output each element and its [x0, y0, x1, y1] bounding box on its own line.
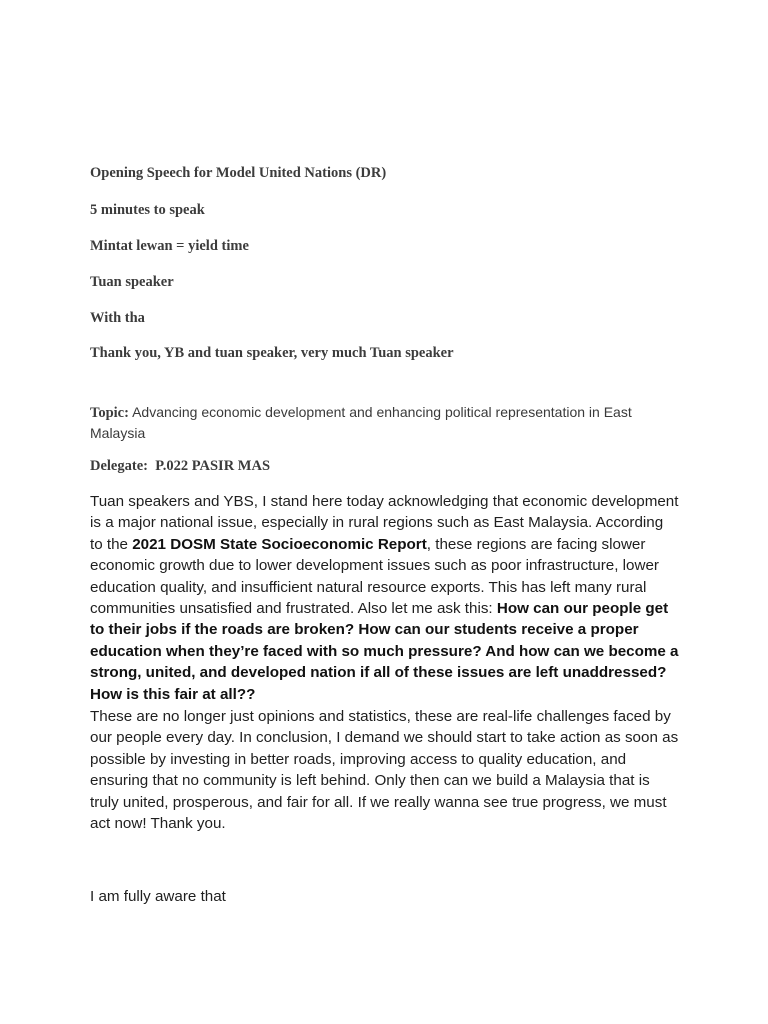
report-name: 2021 DOSM State Socioeconomic Report — [132, 535, 427, 553]
delegate-line: Delegate: P.022 PASIR MAS — [90, 458, 271, 474]
speech-paragraph-3: I am fully aware that — [90, 888, 226, 905]
note-minutes: 5 minutes to speak — [90, 202, 205, 218]
paragraph-1-intro: Tuan speakers and YBS, I stand here today acknowledging that economic development is a major national issue, especially in rural regions such as East Malaysia. According to the — [90, 493, 679, 553]
paragraph-1-middle: , these regions are facing slower economic growth due to lower development issues such as poor infrastructure, lower education quality, and insufficient natural resource exports. This has left many rural communities unsatisfied and frustrated. Also let me ask this: — [90, 535, 659, 618]
note-yield-time: Mintat lewan = yield time — [90, 238, 249, 254]
speech-paragraph-2: These are no longer just opinions and statistics, these are real-life challenges faced by our people every day. In conclusion, I demand we should start to take action as soon as possible by investing in better roads, improving access to quality education, and ensuring that no community is left behind. Only then can we build a Malaysia that is truly united, prosperous, and fair for all. If we really wanna see true progress, we must act now! Thank you. — [90, 708, 679, 833]
topic-line — [90, 402, 650, 443]
document-title: Opening Speech for Model United Nations (DR) — [90, 165, 387, 181]
note-thanks: Thank you, YB and tuan speaker, very much Tuan speaker — [90, 345, 454, 361]
topic-text: Advancing economic development and enhancing political representation in East Malaysia — [90, 404, 632, 441]
topic-label: Topic: — [90, 405, 129, 421]
speech-paragraph-1 — [90, 491, 680, 705]
note-with: With tha — [90, 310, 145, 326]
rhetorical-questions: How can our people get to their jobs if the roads are broken? How can our students receive a proper education when they’re faced with so much pressure? And how can we become a strong, united, and developed nation if all of these issues are left unaddressed? How is this fair at all?? — [90, 600, 679, 703]
note-tuan-speaker: Tuan speaker — [90, 274, 174, 290]
